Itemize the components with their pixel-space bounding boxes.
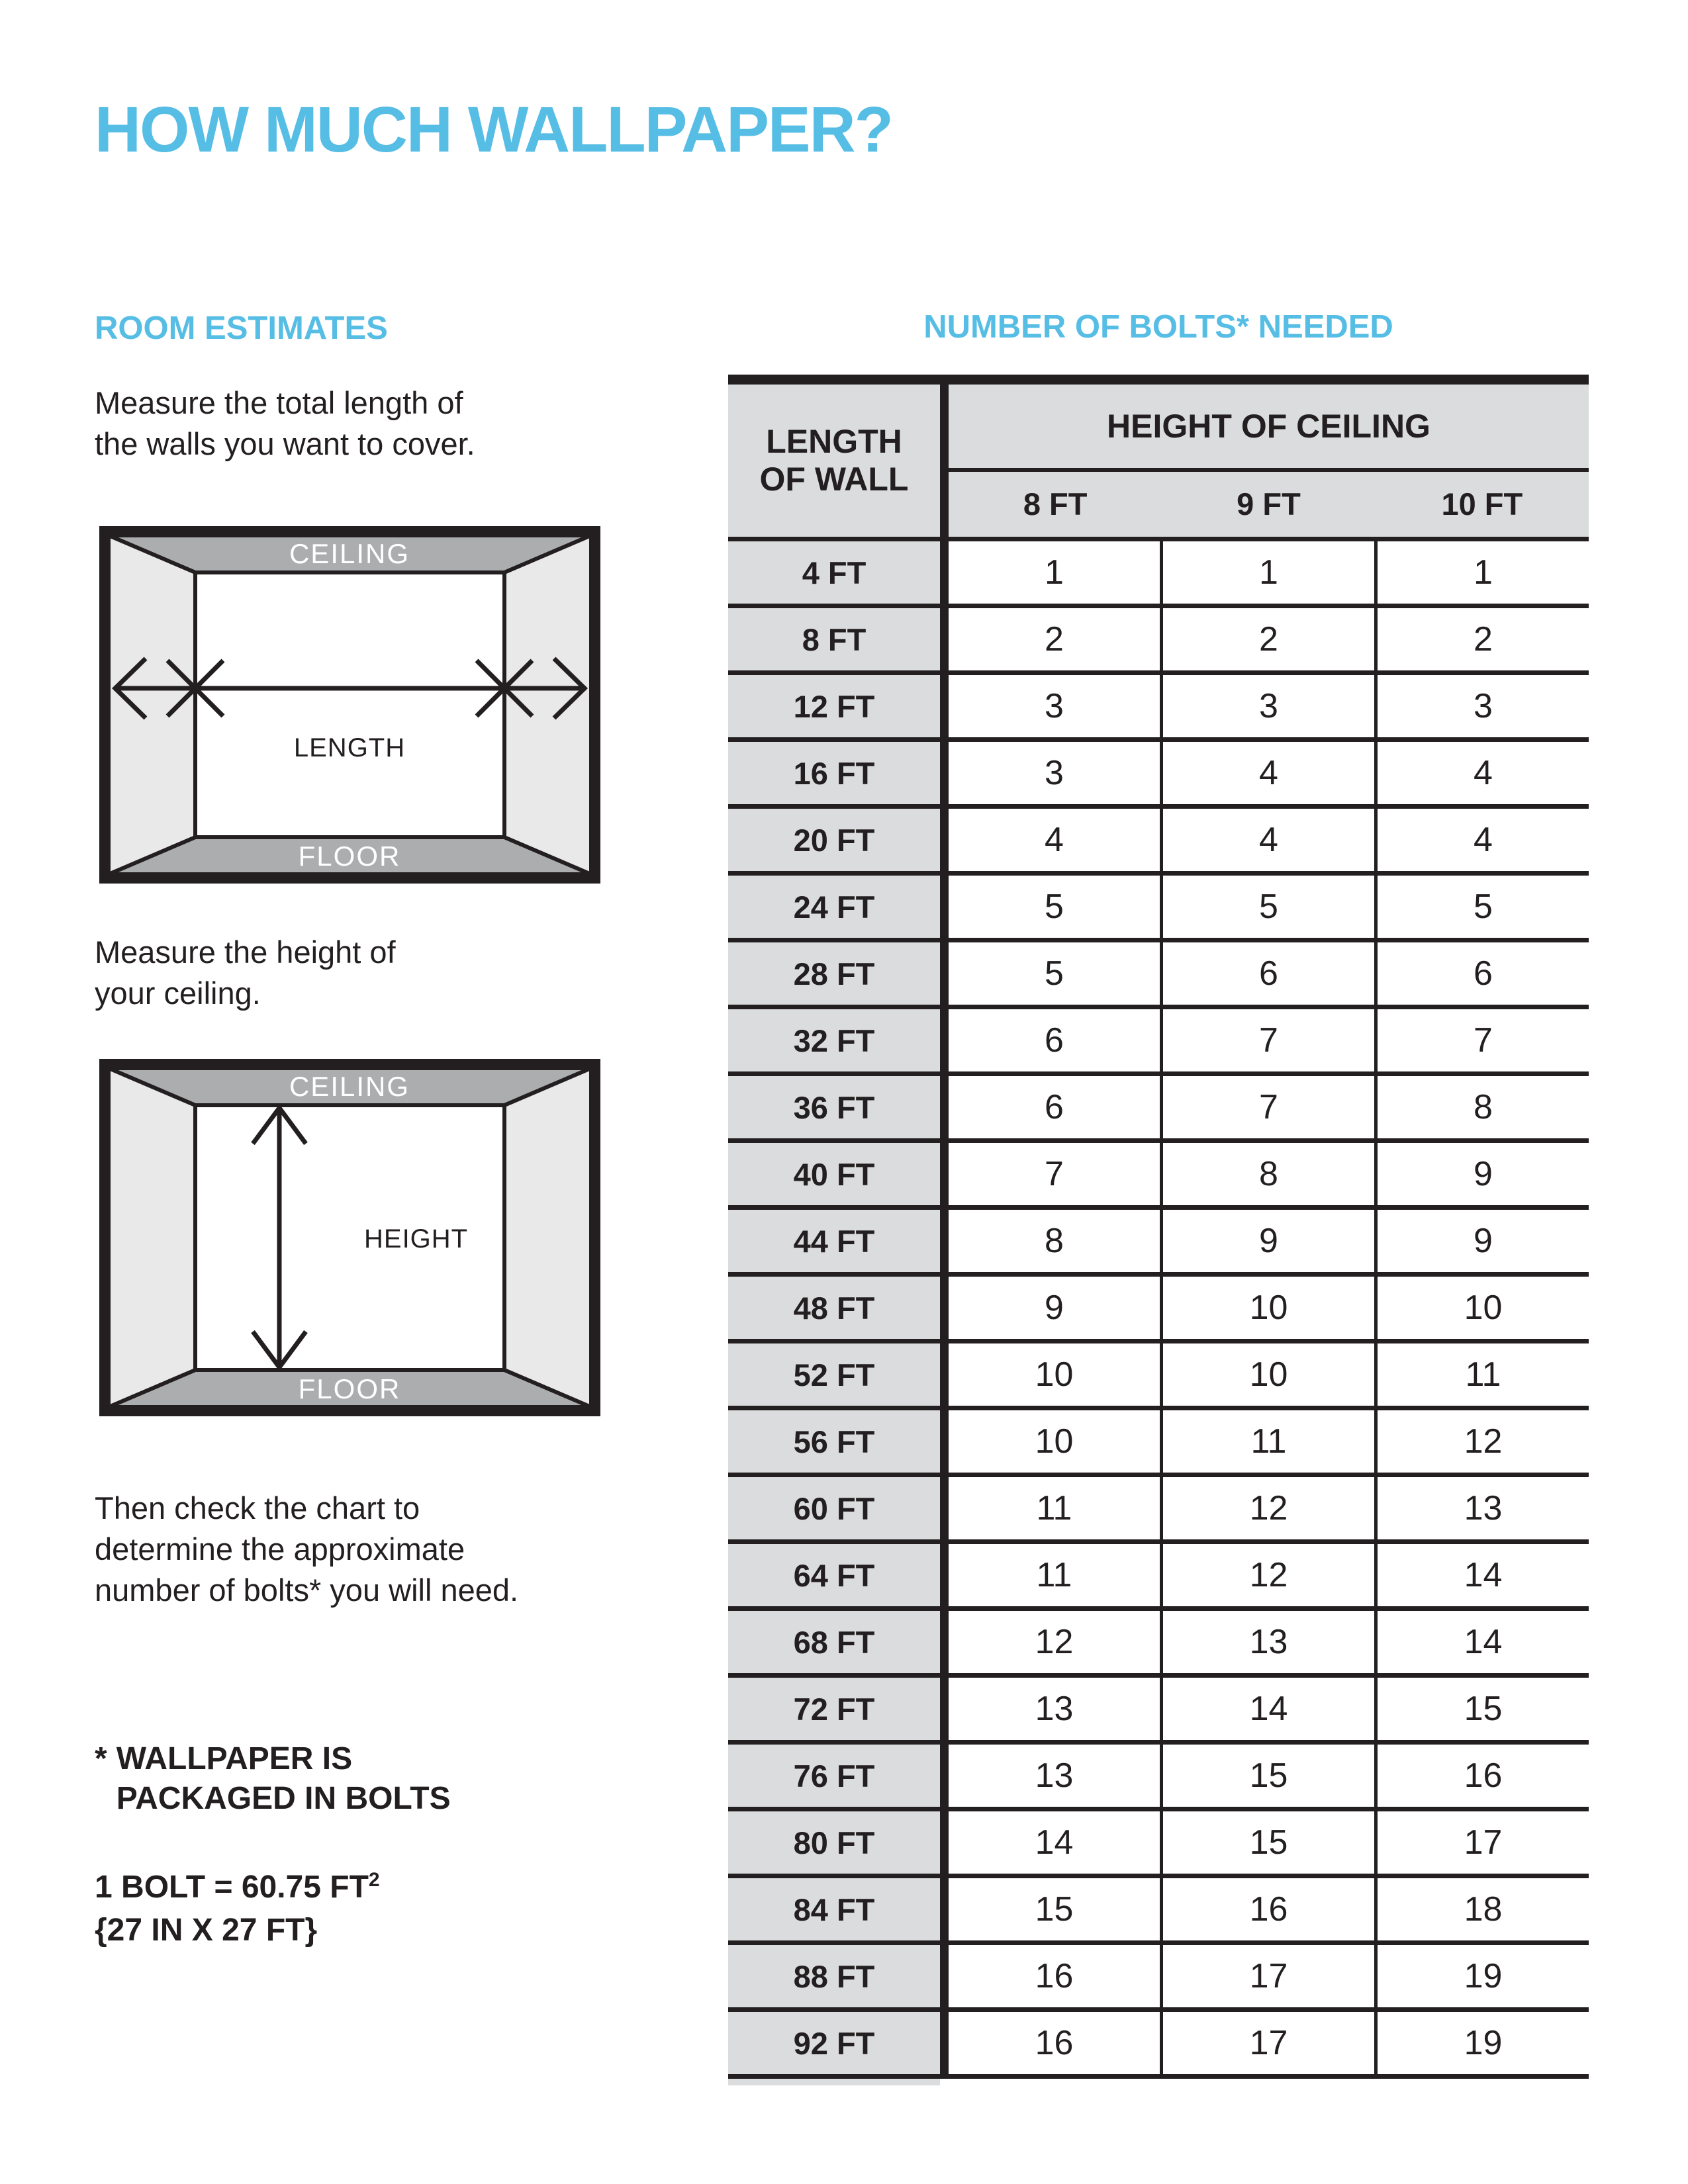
bolt-count-cell: 9 — [949, 1277, 1160, 1339]
room-estimates-heading: ROOM ESTIMATES — [95, 310, 388, 346]
row-vertical-divider — [940, 876, 949, 938]
bolt-count-cell: 3 — [1374, 675, 1589, 737]
wall-length-cell: 48 FT — [728, 1277, 940, 1339]
table-row — [728, 1611, 1589, 1678]
bolt-count-cell: 1 — [949, 541, 1160, 604]
wall-length-cell: 80 FT — [728, 1811, 940, 1874]
ceiling-label: CEILING — [289, 538, 410, 569]
measure-height-paragraph: Measure the height of your ceiling. — [95, 934, 396, 1011]
bolt-dimensions-line: {27 IN X 27 FT} — [95, 1912, 318, 1948]
table-row — [728, 809, 1589, 876]
bolt-count-cell: 13 — [1374, 1477, 1589, 1539]
bolt-count-cell: 17 — [1160, 1945, 1374, 2007]
check-chart-paragraph: Then check the chart to determine the approximate number of bolts* you will need. — [95, 1490, 519, 1608]
bolt-count-cell: 3 — [949, 675, 1160, 737]
bolt-count-cell: 7 — [1160, 1009, 1374, 1071]
floor-label: FLOOR — [298, 841, 401, 872]
bolt-count-cell: 4 — [1374, 809, 1589, 871]
table-row — [728, 1076, 1589, 1143]
row-vertical-divider — [940, 1410, 949, 1473]
row-vertical-divider — [940, 1745, 949, 1807]
table-row — [728, 1745, 1589, 1811]
row-vertical-divider — [940, 1878, 949, 1940]
bolt-count-cell: 16 — [1160, 1878, 1374, 1940]
bolt-count-cell: 15 — [1160, 1811, 1374, 1874]
right-wall-panel — [504, 1068, 591, 1407]
bolt-count-cell: 16 — [949, 2012, 1160, 2074]
bolt-count-cell: 10 — [1160, 1277, 1374, 1339]
table-row — [728, 1544, 1589, 1611]
bolt-count-cell: 7 — [1160, 1076, 1374, 1138]
bolt-count-cell: 15 — [949, 1878, 1160, 1940]
bolt-count-cell: 4 — [1160, 809, 1374, 871]
wall-length-cell: 24 FT — [728, 876, 940, 938]
wall-length-cell: 32 FT — [728, 1009, 940, 1071]
bolt-count-cell: 4 — [1374, 742, 1589, 804]
bolts-footnote — [95, 1739, 451, 1819]
table-row — [728, 1945, 1589, 2012]
bolt-count-cell: 5 — [1160, 876, 1374, 938]
page-title: HOW MUCH WALLPAPER? — [95, 93, 892, 165]
row-vertical-divider — [940, 608, 949, 670]
table-row — [728, 675, 1589, 742]
bolt-count-cell: 19 — [1374, 1945, 1589, 2007]
table-body — [728, 537, 1589, 2079]
footnote-text: WALLPAPER IS PACKAGED IN BOLTS — [116, 1741, 451, 1816]
bolt-count-cell: 17 — [1160, 2012, 1374, 2074]
bolt-count-cell: 16 — [1374, 1745, 1589, 1807]
bolt-count-cell: 8 — [1374, 1076, 1589, 1138]
bolt-count-cell: 10 — [1374, 1277, 1589, 1339]
bolt-count-cell: 10 — [949, 1410, 1160, 1473]
bolt-count-cell: 15 — [1374, 1678, 1589, 1740]
bolt-count-cell: 13 — [949, 1678, 1160, 1740]
row-vertical-divider — [940, 1210, 949, 1272]
row-vertical-divider — [940, 1277, 949, 1339]
wall-length-cell: 76 FT — [728, 1745, 940, 1807]
wall-length-cell: 56 FT — [728, 1410, 940, 1473]
row-vertical-divider — [940, 1544, 949, 1606]
height-of-ceiling-header: HEIGHT OF CEILING — [1107, 407, 1430, 445]
bolt-count-cell: 9 — [1160, 1210, 1374, 1272]
row-vertical-divider — [940, 742, 949, 804]
wall-length-cell: 68 FT — [728, 1611, 940, 1673]
bolt-count-cell: 13 — [949, 1745, 1160, 1807]
bolt-count-cell: 3 — [1160, 675, 1374, 737]
col-header-9ft: 9 FT — [1237, 486, 1301, 522]
bolt-count-cell: 12 — [1160, 1477, 1374, 1539]
row-vertical-divider — [940, 1477, 949, 1539]
wall-length-cell: 64 FT — [728, 1544, 940, 1606]
row-vertical-divider — [940, 1076, 949, 1138]
bolt-count-cell: 10 — [1160, 1343, 1374, 1406]
row-vertical-divider — [940, 1678, 949, 1740]
footnote-asterisk: * — [95, 1741, 107, 1776]
table-row — [728, 541, 1589, 608]
bolt-count-cell: 14 — [949, 1811, 1160, 1874]
table-row — [728, 1410, 1589, 1477]
bolt-count-cell: 12 — [1160, 1544, 1374, 1606]
bolts-needed-heading: NUMBER OF BOLTS* NEEDED — [923, 309, 1393, 345]
length-of-wall-header: LENGTH OF WALL — [759, 422, 909, 498]
table-top-bar — [728, 375, 1589, 385]
table-row — [728, 1277, 1589, 1343]
row-vertical-divider — [940, 1009, 949, 1071]
col-header-8ft: 8 FT — [1023, 486, 1088, 522]
bolt-count-cell: 11 — [949, 1544, 1160, 1606]
wall-length-cell: 52 FT — [728, 1343, 940, 1406]
wall-length-cell: 16 FT — [728, 742, 940, 804]
bolt-count-cell: 5 — [949, 876, 1160, 938]
table-row — [728, 1678, 1589, 1745]
table-row — [728, 1811, 1589, 1878]
wall-length-cell: 8 FT — [728, 608, 940, 670]
bolt-count-cell: 7 — [1374, 1009, 1589, 1071]
table-header — [728, 385, 1589, 537]
table-row — [728, 1210, 1589, 1277]
bolt-count-cell: 7 — [949, 1143, 1160, 1205]
row-vertical-divider — [940, 1945, 949, 2007]
wall-length-cell: 36 FT — [728, 1076, 940, 1138]
bolt-count-cell: 13 — [1160, 1611, 1374, 1673]
table-row — [728, 742, 1589, 809]
bolt-count-cell: 15 — [1160, 1745, 1374, 1807]
back-wall-panel — [195, 572, 504, 837]
table-bottom-gray-tab — [728, 2079, 940, 2085]
bolt-count-cell: 2 — [1374, 608, 1589, 670]
bolt-count-cell: 2 — [1160, 608, 1374, 670]
bolt-area-line: 1 BOLT = 60.75 $FT^2$ — [95, 1869, 380, 1905]
right-wall-panel — [504, 535, 591, 874]
bolt-count-cell: 19 — [1374, 2012, 1589, 2074]
bolt-count-cell: 17 — [1374, 1811, 1589, 1874]
bolt-count-cell: 6 — [949, 1009, 1160, 1071]
bolts-table — [728, 375, 1589, 2085]
table-row — [728, 876, 1589, 942]
ceiling-label: CEILING — [289, 1071, 410, 1102]
row-vertical-divider — [940, 809, 949, 871]
bolt-count-cell: 9 — [1374, 1143, 1589, 1205]
row-vertical-divider — [940, 2012, 949, 2074]
floor-label: FLOOR — [298, 1373, 401, 1404]
bolt-count-cell: 11 — [949, 1477, 1160, 1539]
bolt-count-cell: 6 — [1374, 942, 1589, 1005]
table-row — [728, 1143, 1589, 1210]
row-vertical-divider — [940, 675, 949, 737]
bolt-count-cell: 12 — [1374, 1410, 1589, 1473]
ceiling-height-subheaders — [949, 472, 1589, 537]
room-height-diagram — [99, 1059, 600, 1416]
bolt-count-cell: 11 — [1160, 1410, 1374, 1473]
bolt-count-cell: 9 — [1374, 1210, 1589, 1272]
col-header-10ft: 10 FT — [1441, 486, 1523, 522]
bolt-count-cell: 1 — [1160, 541, 1374, 604]
table-row — [728, 608, 1589, 675]
wall-length-cell: 44 FT — [728, 1210, 940, 1272]
room-length-diagram — [99, 526, 600, 884]
left-wall-panel — [109, 1068, 195, 1407]
row-vertical-divider — [940, 1143, 949, 1205]
bolt-count-cell: 12 — [949, 1611, 1160, 1673]
length-label: LENGTH — [293, 733, 406, 762]
wall-length-cell: 88 FT — [728, 1945, 940, 2007]
wall-length-cell: 60 FT — [728, 1477, 940, 1539]
squared-superscript: 2 — [368, 1869, 380, 1891]
bolt-count-cell: 1 — [1374, 541, 1589, 604]
bolt-count-cell: 18 — [1374, 1878, 1589, 1940]
table-row — [728, 2012, 1589, 2079]
wall-length-cell: 84 FT — [728, 1878, 940, 1940]
row-vertical-divider — [940, 1811, 949, 1874]
wall-length-cell: 28 FT — [728, 942, 940, 1005]
bolt-count-cell: 6 — [949, 1076, 1160, 1138]
row-vertical-divider — [940, 1343, 949, 1406]
header-vertical-divider — [940, 385, 949, 537]
bolt-count-cell: 14 — [1374, 1611, 1589, 1673]
height-label: HEIGHT — [364, 1224, 469, 1253]
row-vertical-divider — [940, 942, 949, 1005]
row-vertical-divider — [940, 1611, 949, 1673]
table-row — [728, 1343, 1589, 1410]
bolt-count-cell: 8 — [1160, 1143, 1374, 1205]
bolt-count-cell: 14 — [1374, 1544, 1589, 1606]
bolt-count-cell: 6 — [1160, 942, 1374, 1005]
wall-length-cell: 92 FT — [728, 2012, 940, 2074]
wall-length-cell: 12 FT — [728, 675, 940, 737]
table-row — [728, 1009, 1589, 1076]
bolt-size-info — [95, 1866, 380, 1952]
left-wall-panel — [109, 535, 195, 874]
bolt-count-cell: 4 — [949, 809, 1160, 871]
bolt-count-cell: 14 — [1160, 1678, 1374, 1740]
table-row — [728, 1878, 1589, 1945]
bolt-count-cell: 8 — [949, 1210, 1160, 1272]
bolt-count-cell: 4 — [1160, 742, 1374, 804]
bolt-count-cell: 5 — [949, 942, 1160, 1005]
bolt-count-cell: 10 — [949, 1343, 1160, 1406]
table-row — [728, 942, 1589, 1009]
bolt-count-cell: 3 — [949, 742, 1160, 804]
bolt-count-cell: 5 — [1374, 876, 1589, 938]
wall-length-cell: 72 FT — [728, 1678, 940, 1740]
bolt-count-cell: 16 — [949, 1945, 1160, 2007]
measure-length-paragraph: Measure the total length of the walls you want to cover. — [95, 385, 475, 462]
bolt-count-cell: 11 — [1374, 1343, 1589, 1406]
wall-length-cell: 40 FT — [728, 1143, 940, 1205]
wall-length-cell: 20 FT — [728, 809, 940, 871]
bolt-count-cell: 2 — [949, 608, 1160, 670]
row-vertical-divider — [940, 541, 949, 604]
table-row — [728, 1477, 1589, 1544]
wall-length-cell: 4 FT — [728, 541, 940, 604]
